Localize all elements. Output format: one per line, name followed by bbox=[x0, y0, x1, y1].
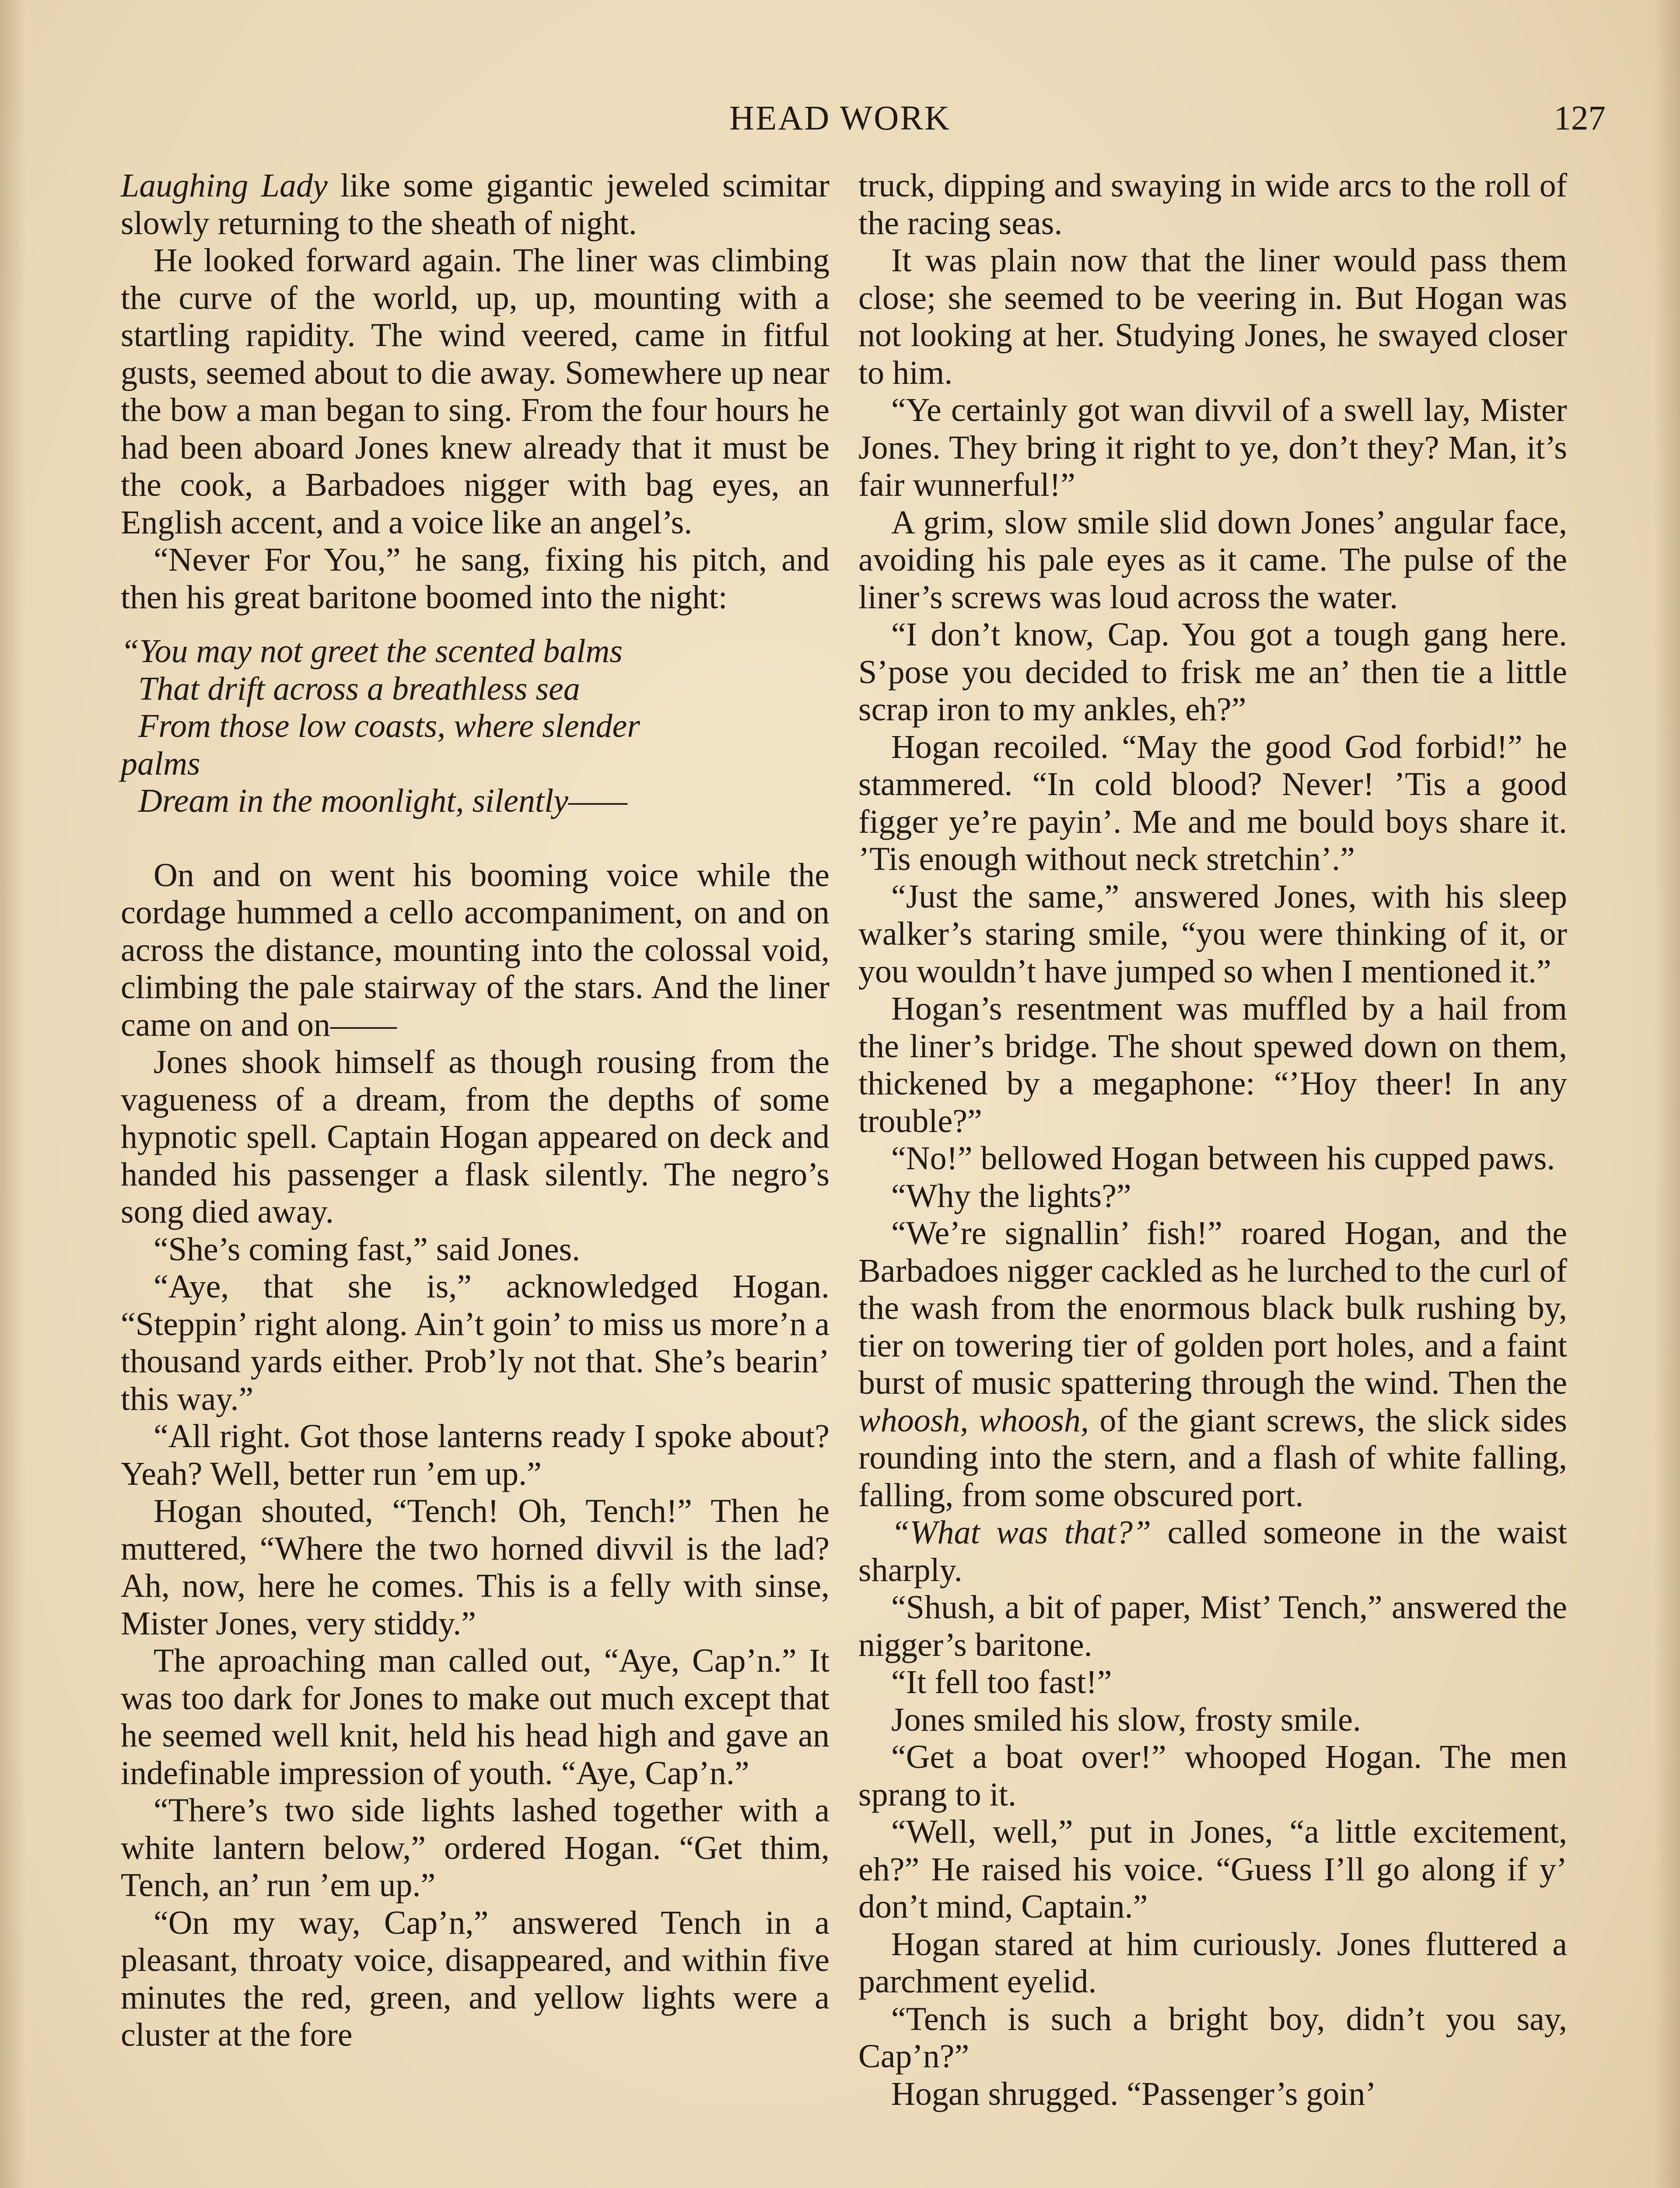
page-edge-shadow-left bbox=[0, 0, 26, 2188]
verse-line: That drift across a breathless sea bbox=[138, 670, 580, 707]
paragraph: “Shush, a bit of paper, Mist’ Tench,” answered the nigger’s baritone. bbox=[858, 1589, 1567, 1663]
paragraph: “It fell too fast!” bbox=[891, 1664, 1112, 1701]
paragraph: “Never For You,” he sang, fixing his pitch, and then his great baritone boomed into the night: bbox=[121, 541, 830, 616]
page-number: 127 bbox=[1554, 99, 1606, 137]
verse-line: Dream in the moonlight, silently—— bbox=[138, 782, 628, 819]
paragraph: “There’s two side lights lashed together with a white lantern below,” ordered Hogan. “Get thim, Tench, an’ run ’em up.” bbox=[121, 1792, 830, 1904]
text-column-left bbox=[121, 167, 830, 2054]
paragraph: It was plain now that the liner would pass them close; she seemed to be veering in. But Hogan was not looking at her. Studying Jones, he swayed closer to him. bbox=[858, 242, 1567, 391]
paragraph: “All right. Got those lanterns ready I spoke about? Yeah? Well, better run ’em up.” bbox=[121, 1418, 830, 1492]
paragraph: “She’s coming fast,” said Jones. bbox=[154, 1231, 581, 1268]
page-edge-shadow-right bbox=[1654, 0, 1680, 2188]
paragraph: He looked forward again. The liner was climbing the curve of the world, up, up, mounting with a startling rapidity. The wind veered, came in fitful gusts, seemed about to die away. Somewhere up near the bow a man began to sing. From the four hours he had been aboard Jones knew already that it must be the cook, a Barbadoes nigger with bag eyes, an English accent, and a voice like an angel’s. bbox=[121, 242, 830, 541]
paragraph: A grim, slow smile slid down Jones’ angular face, avoiding his pale eyes as it came. The pulse of the liner’s screws was loud across the water. bbox=[858, 504, 1567, 616]
paragraph: “What was that?” called someone in the waist sharply. bbox=[858, 1514, 1567, 1588]
paragraph: “Ye certainly got wan divvil of a swell lay, Mister Jones. They bring it right to ye, don’t they? Man, it’s fair wunnerful!” bbox=[858, 392, 1567, 503]
paragraph: “Tench is such a bright boy, didn’t you say, Cap’n?” bbox=[858, 2000, 1567, 2075]
paragraph: “Why the lights?” bbox=[891, 1177, 1131, 1214]
page-header bbox=[0, 99, 1680, 151]
paragraph: Laughing Lady like some gigantic jeweled scimitar slowly returning to the sheath of night. bbox=[121, 167, 830, 242]
paragraph: Jones smiled his slow, frosty smile. bbox=[891, 1701, 1361, 1738]
paragraph: “Aye, that she is,” acknowledged Hogan. “Steppin’ right along. Ain’t goin’ to miss us more’n a thousand yards either. Prob’ly not that. She’s bearin’ this way.” bbox=[121, 1268, 830, 1417]
paragraph: Hogan shrugged. “Passenger’s goin’ bbox=[891, 2075, 1376, 2112]
paragraph: The aproaching man called out, “Aye, Cap’n.” It was too dark for Jones to make out much except that he seemed well knit, held his head high and gave an indefinable impression of youth. “Aye, Cap’n.” bbox=[121, 1642, 830, 1792]
paragraph: “I don’t know, Cap. You got a tough gang here. S’pose you decided to frisk me an’ then tie a little scrap iron to my ankles, eh?” bbox=[858, 616, 1567, 728]
paragraph: Hogan’s resentment was muffled by a hail from the liner’s bridge. The shout spewed down on them, thickened by a megaphone: “’Hoy theer! In any trouble?” bbox=[858, 990, 1567, 1140]
paragraph: “We’re signallin’ fish!” roared Hogan, and the Barbadoes nigger cackled as he lurched to the curl of the wash from the enormous black bulk rushing by, tier on towering tier of golden port holes, and a faint burst of music spattering through the wind. Then the whoosh, whoosh, of the giant screws, the slick sides rounding into the stern, and a flash of white falling, falling, from some obscured port. bbox=[858, 1215, 1567, 1514]
paragraph: truck, dipping and swaying in wide arcs to the roll of the racing seas. bbox=[858, 167, 1567, 242]
verse-line: From those low coasts, where slender bbox=[138, 708, 640, 744]
emphasis: “What was that?” bbox=[891, 1514, 1152, 1551]
paragraph: Hogan recoiled. “May the good God forbid!” he stammered. “In cold blood? Never! ’Tis a good figger ye’re payin’. Me and me bould boys share it. ’Tis enough without neck stretchin’.” bbox=[858, 728, 1567, 877]
paragraph: On and on went his booming voice while the cordage hummed a cello accompaniment, on and on across the distance, mounting into the colossal void, climbing the pale stairway of the stars. And the liner came on and on—— bbox=[121, 856, 830, 1043]
paragraph: Hogan shouted, “Tench! Oh, Tench!” Then he muttered, “Where the two horned divvil is the lad? Ah, now, here he comes. This is a felly with sinse, Mister Jones, very stiddy.” bbox=[121, 1493, 830, 1642]
emphasis: whoosh, whoosh, bbox=[858, 1402, 1089, 1439]
verse-line: “You may not greet the scented balms bbox=[121, 633, 623, 670]
song-verse bbox=[121, 633, 830, 820]
paragraph: “Just the same,” answered Jones, with his sleep walker’s staring smile, “you were thinking of it, or you wouldn’t have jumped so when I mentioned it.” bbox=[858, 878, 1567, 990]
paragraph: “No!” bellowed Hogan between his cupped paws. bbox=[891, 1140, 1555, 1177]
running-title: HEAD WORK bbox=[729, 99, 951, 137]
paragraph: “Well, well,” put in Jones, “a little excitement, eh?” He raised his voice. “Guess I’ll go along if y’ don’t mind, Captain.” bbox=[858, 1813, 1567, 1925]
paragraph: “Get a boat over!” whooped Hogan. The men sprang to it. bbox=[858, 1739, 1567, 1813]
paragraph: Hogan stared at him curiously. Jones fluttered a parchment eyelid. bbox=[858, 1925, 1567, 2000]
text-column-right bbox=[858, 167, 1567, 2113]
ship-name: Laughing Lady bbox=[121, 167, 328, 204]
paragraph: “On my way, Cap’n,” answered Tench in a pleasant, throaty voice, disappeared, and within five minutes the red, green, and yellow lights were a cluster at the fore bbox=[121, 1904, 830, 2053]
verse-line: palms bbox=[121, 745, 200, 782]
paragraph: Jones shook himself as though rousing from the vagueness of a dream, from the depths of some hypnotic spell. Captain Hogan appeared on deck and handed his passenger a flask silently. The negro’s song died away. bbox=[121, 1044, 830, 1230]
